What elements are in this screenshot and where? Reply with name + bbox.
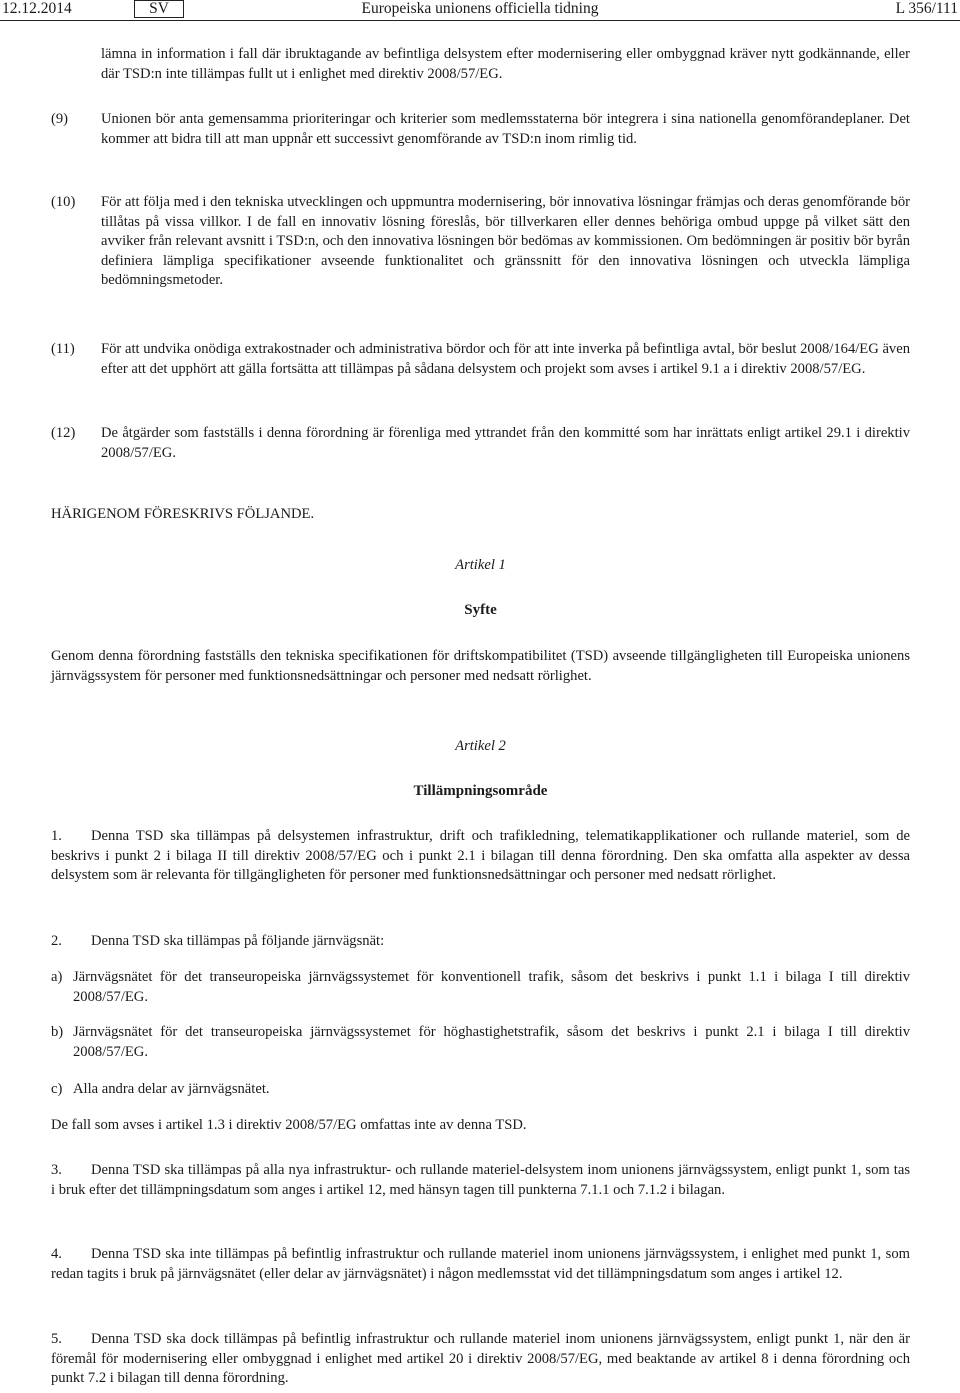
- recital-text: De åtgärder som fastställs i denna förordning är förenliga med yttrandet från den kommitté som har inrättats enligt artikel 29.1 i direktiv 2008/57/EG.: [101, 425, 910, 461]
- paragraph-text: Denna TSD ska tillämpas på delsystemen infrastruktur, drift och trafikledning, telematikapplikationer och rullande materiel, som de beskrivs i punkt 2 i bilaga II till direktiv 2008/57/EG och i punkt 2.1 i bilagan till denna förordning. Den ska omfatta alla aspekter av dessa delsystem som är relevanta för tillgängligheten för personer med funktionsnedsättningar och personer med nedsatt rörlighet.: [51, 828, 910, 884]
- journal-title: Europeiska unionens officiella tidning: [361, 0, 599, 17]
- article-text: Genom denna förordning fastställs den tekniska specifikationen för driftskompatibilitet (TSD) avseende tillgängligheten till Europeiska unionens järnvägssystem för personer med funktionsnedsättningar och personer med nedsatt rörlighet.: [51, 648, 910, 684]
- article-label: Artikel 2: [455, 738, 506, 754]
- recital-number: (10): [51, 194, 76, 210]
- list-item-label: a): [51, 969, 63, 985]
- recital-text: För att följa med i den tekniska utvecklingen och uppmuntra modernisering, bör innovativa lösningar främjas och deras genomförande bör tillåtas på vissa villkor. I de fall en innovativ lösning föreslås, bör tillverkaren eller dennes behöriga ombud uppge på vilket sätt den avviker från relevant avsnitt i TSD:n, och den innovativa lösningen bör bedömas av kommissionen. Om bedömningen är positiv bör byrån definiera lämpliga specifikationer avseende funktionalitet och gränssnitt för den innovativa lösningen och utveckla lämpliga bedömningsmetoder.: [101, 194, 910, 289]
- list-item-label: c): [51, 1081, 63, 1097]
- paragraph-5: [51, 1330, 910, 1389]
- paragraph-text: Denna TSD ska inte tillämpas på befintlig infrastruktur och rullande materiel inom unionens järnvägssystem, i enlighet med punkt 1, som redan tagits i bruk på järnvägsnätet (eller delar av järnvägsnätet) i någon medlemsstat vid det tillämpningsdatum som anges i artikel 12.: [51, 1246, 910, 1282]
- paragraph-3: [51, 1161, 910, 1200]
- paragraph-number: 2.: [51, 933, 62, 949]
- journal-header: [0, 0, 960, 21]
- paragraph-text: Denna TSD ska tillämpas på följande järnvägsnät:: [91, 933, 385, 949]
- paragraph-number: 5.: [51, 1331, 62, 1347]
- paragraph-note: De fall som avses i artikel 1.3 i direktiv 2008/57/EG omfattas inte av denna TSD.: [51, 1117, 527, 1133]
- continued-paragraph: lämna in information i fall där ibruktagande av befintliga delsystem efter modernisering eller ombyggnad kräver nytt godkännande, eller där TSD:n inte tillämpas fullt ut i enlighet med direktiv 2008/57/EG.: [101, 46, 910, 82]
- list-item-text: Järnvägsnätet för det transeuropeiska järnvägssystemet för höghastighetstrafik, såsom det beskrivs i punkt 2.1 i bilaga I till direktiv 2008/57/EG.: [73, 1024, 910, 1060]
- page-reference: L 356/111: [895, 0, 958, 17]
- paragraph-number: 3.: [51, 1162, 62, 1178]
- recital-number: (9): [51, 111, 69, 127]
- header-date: 12.12.2014: [2, 0, 72, 17]
- list-item-text: Alla andra delar av järnvägsnätet.: [73, 1081, 270, 1097]
- paragraph-number: 1.: [51, 828, 62, 844]
- enacting-formula: HÄRIGENOM FÖRESKRIVS FÖLJANDE.: [51, 506, 315, 522]
- paragraph-number: 4.: [51, 1246, 62, 1262]
- article-title: Syfte: [464, 602, 497, 618]
- article-title: Tillämpningsområde: [413, 783, 548, 799]
- recital-text: Unionen bör anta gemensamma prioriteringar och kriterier som medlemsstaterna bör integrera i sina nationella genomförandeplaner. Det kommer att bidra till att man uppnår ett successivt genomförande av TSD:n inom rimlig tid.: [101, 111, 910, 147]
- list-item-label: b): [51, 1024, 64, 1040]
- paragraph-text: Denna TSD ska dock tillämpas på befintlig infrastruktur och rullande materiel inom unionens järnvägssystem, enligt punkt 1, när den är föremål för modernisering eller ombyggnad i enlighet med artikel 20 i direktiv 2008/57/EG, med beaktande av artikel 8 i denna förordning och punkt 7.2 i bilagan till denna förordning.: [51, 1331, 910, 1387]
- list-item-text: Järnvägsnätet för det transeuropeiska järnvägssystemet för konventionell trafik, såsom det beskrivs i punkt 1.1 i bilaga I till direktiv 2008/57/EG.: [73, 969, 910, 1005]
- paragraph-2: [51, 932, 910, 952]
- recital-number: (12): [51, 425, 76, 441]
- paragraph-4: [51, 1245, 910, 1284]
- paragraph-1: [51, 827, 910, 886]
- paragraph-text: Denna TSD ska tillämpas på alla nya infrastruktur- och rullande materiel-delsystem inom unionens järnvägssystem, enligt punkt 1, som tas i bruk efter det tillämpningsdatum som anges i artikel 12, med hänsyn tagen till punkterna 7.1.1 och 7.1.2 i bilagan.: [51, 1162, 910, 1198]
- recital-text: För att undvika onödiga extrakostnader och administrativa bördor och för att inte inverka på befintliga avtal, bör beslut 2008/164/EG även efter att det upphört att gälla fortsätta att tillämpas på sådana delsystem och projekt som avses i artikel 9.1 a i direktiv 2008/57/EG.: [101, 341, 910, 377]
- recital-number: (11): [51, 341, 75, 357]
- article-label: Artikel 1: [455, 557, 506, 573]
- language-box: SV: [134, 0, 184, 18]
